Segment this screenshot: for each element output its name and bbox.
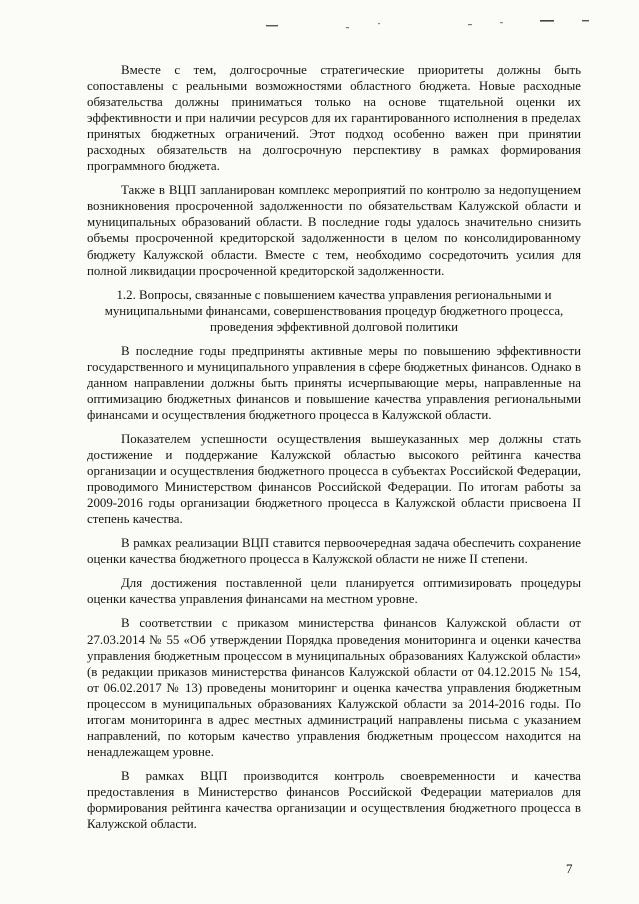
section-heading: 1.2. Вопросы, связанные с повышением качества управления региональными и муниципальными финансами, совершенствования процедур бюджетного процесса, проведения эффективной долговой политики [104,287,564,334]
document-body [87,62,581,840]
paragraph: В последние годы предприняты активные меры по повышению эффективности государственного и муниципального управления в сфере бюджетных финансов. Однако в данном направлении должны быть приняты исчерпывающие меры, направленные на оптимизацию бюджетных финансов и повышение качества управления региональными финансами и осуществления бюджетного процесса в Калужской области. [87,343,581,422]
paragraph: В рамках реализации ВЦП ставится первоочередная задача обеспечить сохранение оценки качества бюджетного процесса в Калужской области не ниже II степени. [87,536,581,567]
paragraph: В соответствии с приказом министерства финансов Калужской области от 27.03.2014 № 55 «Об утверждении Порядка проведения мониторинга и оценки качества управления бюджетным процессом в муниципальных образованиях Калужской области» (в редакции приказов министерства финансов Калужской области от 04.12.2015 № 154, от 06.02.2017 № 13) проведены мониторинг и оценка качества управления бюджетным процессом в муниципальных образованиях Калужской области за 2014-2016 годы. По итогам мониторинга в адрес местных администраций направлены письма с указанием направлений, по которым качество управления бюджетным процессом находится на ненадлежащем уровне. [87,616,581,759]
paragraph: В рамках ВЦП производится контроль своевременности и качества предоставления в Министерство финансов Российской Федерации материалов для формирования рейтинга качества организации и осуществления бюджетного процесса в Калужской области. [87,768,581,832]
paragraph: Также в ВЦП запланирован комплекс мероприятий по контролю за недопущением возникновения просроченной задолженности по обязательствам Калужской области и муниципальных образований области. В последние годы удалось значительно снизить объемы просроченной кредиторской задолженности в целом по консолидированному бюджету Калужской области. Вместе с тем, необходимо сосредоточить усилия для полной ликвидации просроченной кредиторской задолженности. [87,183,581,278]
page-number: 7 [566,861,573,876]
paragraph: Показателем успешности осуществления вышеуказанных мер должны стать достижение и поддержание Калужской областью высокого рейтинга качества организации и осуществления бюджетного процесса в субъектах Российской Федерации, проводимого Министерством финансов Российской Федерации. По итогам работы за 2009-2016 годы организации бюджетного процесса в Калужской области присвоена II степень качества. [87,431,581,527]
scan-artifacts [0,0,639,60]
paragraph: Для достижения поставленной цели планируется оптимизировать процедуры оценки качества управления финансами на местном уровне. [87,576,581,607]
paragraph: Вместе с тем, долгосрочные стратегические приоритеты должны быть сопоставлены с реальными возможностями областного бюджета. Новые расходные обязательства должны приниматься только на основе тщательной оценки их эффективности и при наличии ресурсов для их гарантированного исполнения в пределах принятых бюджетных ограничений. Этот подход особенно важен при принятии расходных обязательств на долгосрочную перспективу в рамках формирования программного бюджета. [87,63,581,174]
